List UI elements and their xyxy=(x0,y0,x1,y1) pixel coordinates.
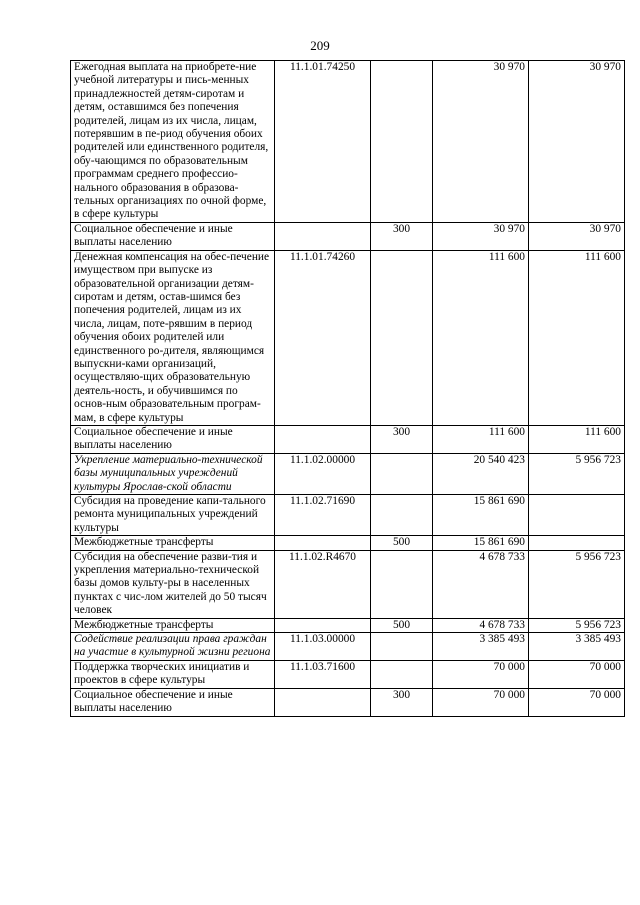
row-code-cell xyxy=(275,222,371,250)
row-code-cell: 11.1.03.71600 xyxy=(275,660,371,688)
row-amount-2-cell: 5 956 723 xyxy=(529,550,625,618)
row-amount-1-cell: 15 861 690 xyxy=(433,536,529,550)
row-expense-type-cell: 300 xyxy=(371,222,433,250)
row-expense-type-cell xyxy=(371,633,433,661)
row-amount-2-cell: 30 970 xyxy=(529,61,625,223)
row-expense-type-cell xyxy=(371,453,433,494)
row-name-cell: Укрепление материально-технической базы муниципальных учреждений культуры Ярослав-ской области xyxy=(71,453,275,494)
row-name-cell: Денежная компенсация на обес-печение имуществом при выпуске из образовательной организации детям-сиротам и детям, остав-шимся без попечения родителей, лицам из их числа, лицам, поте-рявшим в период обучения обоих родителей или единственного ро-дителя, являющимся выпускни-ками организаций, осуществляю-щих образовательную деятель-ность, и обучившимся по основ-ным образовательным програм-мам, в сфере культуры xyxy=(71,250,275,425)
row-code-cell: 11.1.01.74250 xyxy=(275,61,371,223)
table-row xyxy=(71,688,625,716)
table-row xyxy=(71,495,625,536)
table-row xyxy=(71,425,625,453)
row-amount-1-cell: 4 678 733 xyxy=(433,618,529,632)
page-number: 209 xyxy=(310,38,330,53)
row-name-cell: Поддержка творческих инициатив и проектов в сфере культуры xyxy=(71,660,275,688)
row-name-cell: Социальное обеспечение и иные выплаты населению xyxy=(71,688,275,716)
row-amount-2-cell: 70 000 xyxy=(529,660,625,688)
row-expense-type-cell xyxy=(371,61,433,223)
row-amount-2-cell: 111 600 xyxy=(529,425,625,453)
row-amount-1-cell: 70 000 xyxy=(433,688,529,716)
row-amount-2-cell: 111 600 xyxy=(529,250,625,425)
row-amount-2-cell: 3 385 493 xyxy=(529,633,625,661)
row-expense-type-cell: 500 xyxy=(371,536,433,550)
row-amount-2-cell: 5 956 723 xyxy=(529,453,625,494)
row-amount-2-cell: 70 000 xyxy=(529,688,625,716)
row-expense-type-cell xyxy=(371,550,433,618)
row-code-cell xyxy=(275,688,371,716)
row-name-cell: Субсидия на проведение капи-тального ремонта муниципальных учреждений культуры xyxy=(71,495,275,536)
row-expense-type-cell xyxy=(371,495,433,536)
table-row xyxy=(71,618,625,632)
row-amount-1-cell: 4 678 733 xyxy=(433,550,529,618)
table-row xyxy=(71,633,625,661)
row-code-cell: 11.1.02.R4670 xyxy=(275,550,371,618)
row-amount-2-cell: 30 970 xyxy=(529,222,625,250)
row-expense-type-cell xyxy=(371,660,433,688)
row-expense-type-cell: 300 xyxy=(371,688,433,716)
row-amount-1-cell: 111 600 xyxy=(433,425,529,453)
row-code-cell xyxy=(275,618,371,632)
row-amount-1-cell: 70 000 xyxy=(433,660,529,688)
row-expense-type-cell: 500 xyxy=(371,618,433,632)
row-name-cell: Содействие реализации права граждан на участие в культурной жизни региона xyxy=(71,633,275,661)
row-name-cell: Ежегодная выплата на приобрете-ние учебной литературы и пись-менных принадлежностей детям-сиротам и детям, оставшимся без попечения родителей, лицам из их числа, лицам, потерявшим в пе-риод обучения обоих родителей или единственного родителя, обу-чающимся по образовательным программам среднего профессио-нального образования в образова-тельных организациях по очной форме, в сфере культуры xyxy=(71,61,275,223)
table-row xyxy=(71,61,625,223)
row-expense-type-cell xyxy=(371,250,433,425)
row-code-cell: 11.1.01.74260 xyxy=(275,250,371,425)
row-code-cell: 11.1.02.00000 xyxy=(275,453,371,494)
table-row xyxy=(71,222,625,250)
table-row xyxy=(71,536,625,550)
row-name-cell: Социальное обеспечение и иные выплаты населению xyxy=(71,425,275,453)
table-row xyxy=(71,453,625,494)
row-amount-2-cell xyxy=(529,495,625,536)
row-amount-1-cell: 30 970 xyxy=(433,222,529,250)
row-amount-1-cell: 20 540 423 xyxy=(433,453,529,494)
row-amount-1-cell: 30 970 xyxy=(433,61,529,223)
row-name-cell: Социальное обеспечение и иные выплаты населению xyxy=(71,222,275,250)
row-amount-1-cell: 111 600 xyxy=(433,250,529,425)
row-code-cell: 11.1.02.71690 xyxy=(275,495,371,536)
row-name-cell: Межбюджетные трансферты xyxy=(71,618,275,632)
row-expense-type-cell: 300 xyxy=(371,425,433,453)
row-amount-2-cell xyxy=(529,536,625,550)
budget-table xyxy=(70,60,625,717)
budget-table-body xyxy=(71,61,625,717)
row-amount-2-cell: 5 956 723 xyxy=(529,618,625,632)
table-row xyxy=(71,550,625,618)
row-amount-1-cell: 3 385 493 xyxy=(433,633,529,661)
row-amount-1-cell: 15 861 690 xyxy=(433,495,529,536)
table-row xyxy=(71,660,625,688)
table-row xyxy=(71,250,625,425)
row-name-cell: Субсидия на обеспечение разви-тия и укрепления материально-технической базы домов культу-ры в населенных пунктах с чис-лом жителей до 50 тысяч человек xyxy=(71,550,275,618)
row-name-cell: Межбюджетные трансферты xyxy=(71,536,275,550)
row-code-cell: 11.1.03.00000 xyxy=(275,633,371,661)
row-code-cell xyxy=(275,425,371,453)
row-code-cell xyxy=(275,536,371,550)
